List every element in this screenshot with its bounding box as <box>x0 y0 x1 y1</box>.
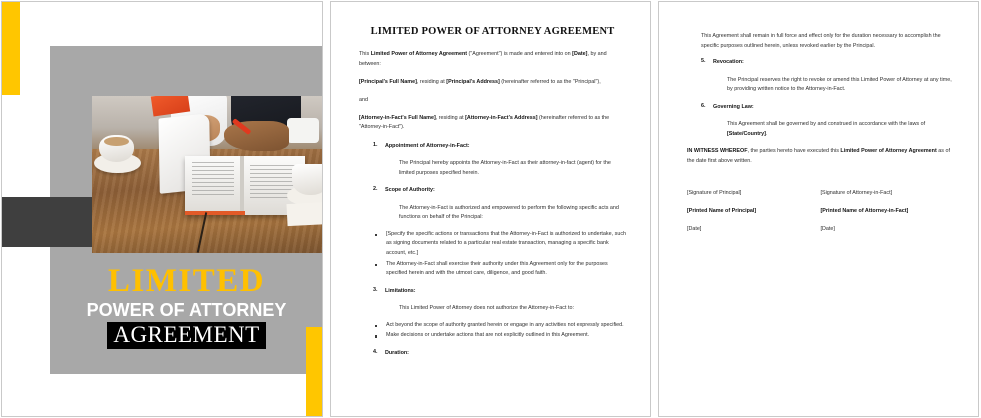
clause-list-page-2 <box>359 142 626 359</box>
clause-2-title: Scope of Authority: <box>385 187 435 194</box>
photo-book-edge <box>185 211 245 216</box>
clause-2-bullet-1: [Specify the specific actions or transactions that the Attorney-in-Fact is authorized to undertake, such as signing documents related to a particular real estate transaction, managing a specific bank account, etc.] <box>372 230 626 259</box>
clause-3-limitations <box>359 287 626 341</box>
signature-attorney-line: [Signature of Attorney-in-Fact] <box>820 189 893 196</box>
intro-bold-date: [Date] <box>572 51 588 57</box>
cover-layout <box>2 2 322 416</box>
cover-title-limited: LIMITED <box>107 263 266 299</box>
clause-1-body: The Principal hereby appoints the Attorney-in-Fact as their attorney-in-fact (agent) for the limited purposes specified herein. <box>399 159 611 176</box>
clause-1-title: Appointment of Attorney-in-Fact: <box>385 142 470 149</box>
page-2-content <box>331 2 650 416</box>
clause-4-duration-body: This Agreement shall remain in full force and effect only for the duration necessary to accomplish the specific purposes outlined herein, unless revoked earlier by the Principal. <box>701 33 941 49</box>
clause-2-body: The Attorney-in-Fact is authorized and empowered to perform the following specific acts and functions on behalf of the Principal: <box>399 204 619 221</box>
clause-3-bullets <box>372 321 626 341</box>
witness-bold-lead: IN WITNESS WHEREOF <box>687 148 748 155</box>
clause-2-bullets <box>372 230 626 279</box>
cover-title-agreement-wrap <box>50 322 323 349</box>
clause-list-page-3 <box>687 58 954 139</box>
cover-title-agreement: AGREEMENT <box>107 322 265 349</box>
paragraph-attorney-in-fact <box>359 114 626 133</box>
clause-1-appointment <box>359 142 626 179</box>
intro-text-b: ("Agreement") is made and entered into on <box>467 51 573 57</box>
printed-name-attorney-line: [Printed Name of Attorney-in-Fact] <box>820 207 909 214</box>
attorney-address-field: [Attorney-in-Fact's Address] <box>465 114 538 121</box>
document-page-1-cover[interactable] <box>1 1 323 417</box>
date-attorney-line: [Date] <box>820 226 835 233</box>
clause-6-governing-law <box>687 103 954 140</box>
date-principal-line: [Date] <box>687 226 702 233</box>
photo-cup-right <box>292 164 323 195</box>
principal-tail: (hereinafter referred to as the "Principal"), <box>499 78 601 85</box>
clause-3-bullet-2: Make decisions or undertake actions that are not explicitly outlined in this Agreement. <box>372 331 626 341</box>
decor-yellow-bar-top-left <box>2 2 20 95</box>
photo-napkin <box>286 202 323 226</box>
signature-row-signature <box>687 189 954 198</box>
cover-photo <box>92 96 323 253</box>
attorney-tail: (hereinafter referred to as the "Attorney-in-Fact"). <box>359 114 610 131</box>
photo-book-spine <box>240 156 243 216</box>
intro-text-a: This <box>359 51 371 57</box>
clause-5-title: Revocation: <box>713 59 744 66</box>
intro-text-c: , by and between: <box>359 51 607 67</box>
intro-bold-agreement: Limited Power of Attorney Agreement <box>370 51 468 57</box>
clause-6-text-a: This Agreement shall be governed by and construed in accordance with the laws of <box>727 121 926 128</box>
photo-shirt-cuff <box>287 118 319 143</box>
attorney-name-field: [Attorney-in-Fact's Full Name] <box>359 114 436 121</box>
clause-5-body: The Principal reserves the right to revoke or amend this Limited Power of Attorney at any time, by providing written notice to the Attorney-in-Fact. <box>727 76 952 93</box>
principal-address-field: [Principal's Address] <box>446 78 500 85</box>
clause-3-bullet-1: Act beyond the scope of authority granted herein or engage in any activities not expressly specified. <box>372 321 626 331</box>
clause-4-title: Duration: <box>385 349 409 356</box>
clause-6-jurisdiction-field: [State/Country] <box>727 130 766 137</box>
witness-mid: , the parties hereto have executed this <box>747 148 841 155</box>
principal-name-field: [Principal's Full Name] <box>359 78 417 85</box>
paragraph-witness-clause <box>687 147 954 166</box>
witness-bold-agreement: Limited Power of Attorney Agreement <box>840 148 937 155</box>
paragraph-intro <box>359 50 626 69</box>
cover-title-block <box>50 264 323 349</box>
document-page-2[interactable] <box>330 1 651 417</box>
principal-mid: , residing at <box>416 78 447 85</box>
signature-principal-line: [Signature of Principal] <box>687 189 742 196</box>
clause-2-bullet-2: The Attorney-in-Fact shall exercise their authority under this Agreement only for the purposes specified herein and with the utmost care, diligence, and good faith. <box>372 260 626 279</box>
clause-6-title: Governing Law: <box>713 103 754 110</box>
signature-block <box>687 189 954 235</box>
clause-2-scope <box>359 186 626 279</box>
clause-6-text-b: . <box>765 130 768 137</box>
clause-5-revocation <box>687 58 954 95</box>
paragraph-and: and <box>359 96 368 103</box>
attorney-mid: , residing at <box>435 114 466 121</box>
clause-3-body: This Limited Power of Attorney does not authorize the Attorney-in-Fact to: <box>399 305 574 312</box>
photo-text-lines-left <box>192 162 234 197</box>
witness-tail: as of the date first above written. <box>687 148 950 164</box>
clause-6-body <box>727 120 954 139</box>
signature-row-printed-name <box>687 207 954 216</box>
clause-4-duration <box>359 349 626 358</box>
clause-3-title: Limitations: <box>385 287 416 294</box>
decor-dark-bar-left <box>2 197 93 247</box>
printed-name-principal-line: [Printed Name of Principal] <box>687 207 757 214</box>
signature-row-date <box>687 225 954 234</box>
document-page-3[interactable] <box>658 1 979 417</box>
paragraph-principal <box>359 78 626 88</box>
cover-title-power-of-attorney: POWER OF ATTORNEY <box>86 300 287 320</box>
page-title: LIMITED POWER OF ATTORNEY AGREEMENT <box>370 26 615 37</box>
page-3-content <box>659 2 978 416</box>
photo-hand-right <box>224 121 289 151</box>
decor-yellow-bar-bottom-right <box>306 327 323 417</box>
